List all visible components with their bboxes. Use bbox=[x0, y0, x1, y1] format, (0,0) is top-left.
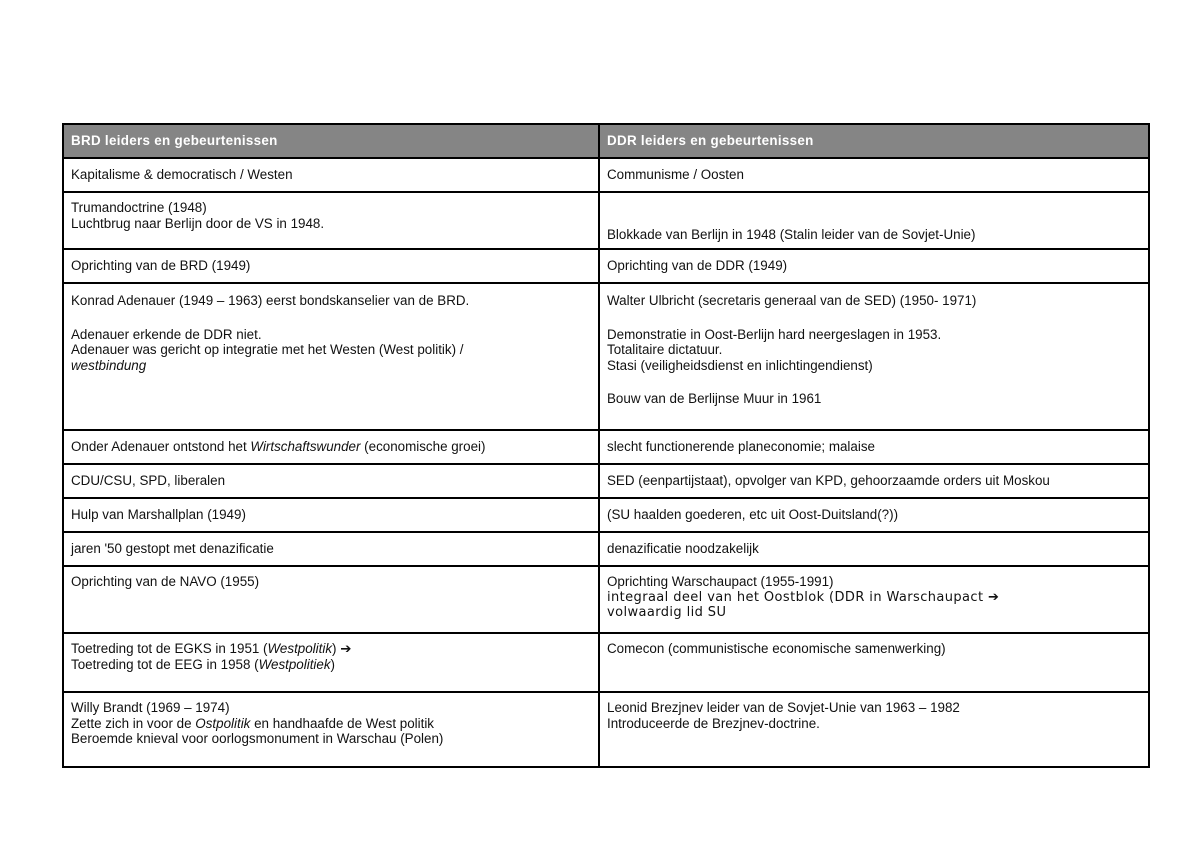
cell-text: Trumandoctrine (1948) bbox=[71, 200, 207, 215]
arrow-right-icon: ➔ bbox=[340, 641, 352, 656]
table-row bbox=[63, 464, 1149, 498]
brd-cell bbox=[63, 283, 599, 430]
ddr-cell bbox=[599, 633, 1149, 692]
ddr-cell bbox=[599, 158, 1149, 192]
cell-text: Stasi (veiligheidsdienst en inlichtingendienst) bbox=[607, 357, 873, 373]
brd-cell bbox=[63, 498, 599, 532]
cell-text: Bouw van de Berlijnse Muur in 1961 bbox=[607, 391, 822, 406]
cell-text-italic: Westpolitik bbox=[267, 641, 333, 656]
cell-text-italic: Ostpolitik bbox=[195, 715, 251, 731]
table-row bbox=[63, 283, 1149, 430]
ddr-cell bbox=[599, 283, 1149, 430]
cell-text: Willy Brandt (1969 – 1974) bbox=[71, 700, 230, 715]
cell-text: Hulp van Marshallplan (1949) bbox=[71, 507, 246, 523]
cell-text: Leonid Brezjnev leider van de Sovjet-Unie van 1963 – 1982 bbox=[607, 700, 960, 715]
brd-cell bbox=[63, 430, 599, 464]
cell-text: slecht functionerende planeconomie; malaise bbox=[607, 439, 875, 455]
table-row bbox=[63, 498, 1149, 532]
cell-text: Beroemde knieval voor oorlogsmonument in Warschau (Polen) bbox=[71, 731, 444, 746]
ddr-cell bbox=[599, 192, 1149, 249]
brd-cell bbox=[63, 192, 599, 249]
table-row bbox=[63, 249, 1149, 283]
header-ddr: DDR leiders en gebeurtenissen bbox=[599, 124, 1149, 158]
cell-text: Communisme / Oosten bbox=[607, 167, 744, 183]
brd-cell bbox=[63, 532, 599, 566]
cell-text: ) bbox=[332, 641, 341, 656]
cell-text: Comecon (communistische economische samenwerking) bbox=[607, 641, 946, 656]
ddr-cell bbox=[599, 464, 1149, 498]
cell-text-italic: Westpolitiek bbox=[258, 656, 331, 672]
cell-text: denazificatie noodzakelijk bbox=[607, 541, 759, 557]
brd-cell bbox=[63, 633, 599, 692]
arrow-right-icon: ➔ bbox=[987, 589, 1000, 605]
table-row bbox=[63, 692, 1149, 767]
cell-text: en handhaafde de West politik bbox=[250, 715, 435, 731]
table-row bbox=[63, 430, 1149, 464]
cell-text: jaren '50 gestopt met denazificatie bbox=[71, 541, 274, 557]
cell-text: Walter Ulbricht (secretaris generaal van de SED) (1950- 1971) bbox=[607, 293, 977, 308]
cell-text: CDU/CSU, SPD, liberalen bbox=[71, 473, 226, 489]
cell-text: Konrad Adenauer (1949 – 1963) eerst bondskanselier van de BRD. bbox=[71, 293, 470, 308]
cell-text: Oprichting van de BRD (1949) bbox=[71, 258, 251, 274]
brd-cell bbox=[63, 158, 599, 192]
ddr-cell bbox=[599, 692, 1149, 767]
cell-text: volwaardig lid SU bbox=[607, 605, 727, 620]
ddr-cell bbox=[599, 566, 1149, 633]
cell-text: Oprichting van de DDR (1949) bbox=[607, 258, 788, 274]
cell-text: Toetreding tot de EEG in 1958 ( bbox=[71, 656, 259, 672]
table-row bbox=[63, 532, 1149, 566]
table-row bbox=[63, 158, 1149, 192]
cell-text-italic: westbindung bbox=[71, 357, 147, 373]
table-row bbox=[63, 566, 1149, 633]
ddr-cell bbox=[599, 498, 1149, 532]
cell-text: Oprichting Warschaupact (1955-1991) bbox=[607, 574, 834, 589]
cell-text: Adenauer erkende de DDR niet. bbox=[71, 326, 262, 342]
brd-cell bbox=[63, 566, 599, 633]
ddr-cell bbox=[599, 249, 1149, 283]
brd-cell bbox=[63, 249, 599, 283]
cell-text: Introduceerde de Brezjnev-doctrine. bbox=[607, 715, 820, 731]
cell-text: ) bbox=[330, 656, 336, 672]
brd-cell bbox=[63, 692, 599, 767]
cell-text: Blokkade van Berlijn in 1948 (Stalin leider van de Sovjet-Unie) bbox=[607, 226, 976, 242]
table-header-row bbox=[63, 124, 1149, 158]
cell-text: Luchtbrug naar Berlijn door de VS in 1948. bbox=[71, 215, 325, 231]
cell-text: Totalitaire dictatuur. bbox=[607, 342, 723, 357]
cell-text: integraal deel van het Oostblok (DDR in Warschaupact bbox=[607, 589, 988, 605]
comparison-table bbox=[62, 123, 1150, 768]
ddr-cell bbox=[599, 532, 1149, 566]
cell-text: Adenauer was gericht op integratie met het Westen (West politik) / bbox=[71, 342, 464, 357]
table-row bbox=[63, 633, 1149, 692]
cell-text: Zette zich in voor de bbox=[71, 715, 196, 731]
cell-text: Onder Adenauer ontstond het bbox=[71, 439, 251, 455]
table-row bbox=[63, 192, 1149, 249]
header-brd: BRD leiders en gebeurtenissen bbox=[63, 124, 599, 158]
cell-text: Kapitalisme & democratisch / Westen bbox=[71, 167, 293, 183]
cell-text-italic: Wirtschaftswunder bbox=[250, 439, 361, 455]
cell-text: Toetreding tot de EGKS in 1951 ( bbox=[71, 641, 268, 656]
cell-text: SED (eenpartijstaat), opvolger van KPD, gehoorzaamde orders uit Moskou bbox=[607, 473, 1050, 489]
cell-text: Demonstratie in Oost-Berlijn hard neergeslagen in 1953. bbox=[607, 326, 942, 342]
cell-text: (SU haalden goederen, etc uit Oost-Duitsland(?)) bbox=[607, 507, 899, 523]
cell-text: Oprichting van de NAVO (1955) bbox=[71, 574, 260, 589]
cell-text: (economische groei) bbox=[360, 439, 486, 455]
ddr-cell bbox=[599, 430, 1149, 464]
brd-cell bbox=[63, 464, 599, 498]
